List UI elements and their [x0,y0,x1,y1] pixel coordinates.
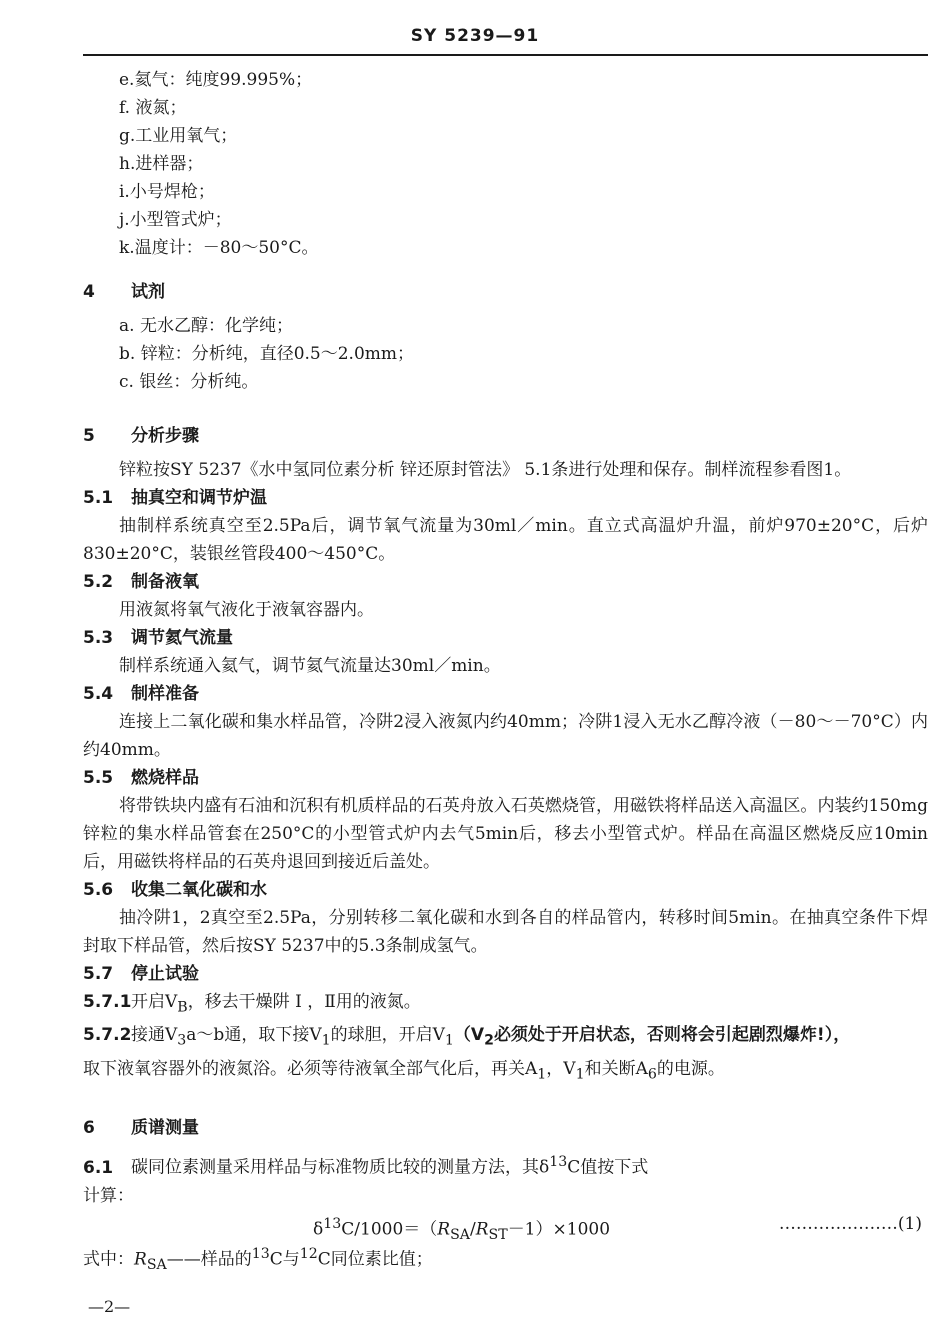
subsection-text: 制样系统通入氦气，调节氦气流量达30ml／min。 [119,656,501,676]
clause-text: 的电源。 [656,1058,725,1079]
subsection-heading-5-1 [83,484,928,512]
section-title: 试剂 [131,282,165,302]
superscript: 13 [323,1215,342,1232]
list-item: b. 锌粒：分析纯，直径0.5～2.0mm； [119,344,415,364]
subsection-title: 制备液氧 [131,572,199,592]
formula-part: δ [313,1219,324,1240]
subsection-number: 5.7 [83,964,114,984]
subscript: 3 [177,1032,187,1049]
warning-text: （V [453,1025,485,1046]
clause-number: 5.7.2 [83,1025,132,1046]
list-item: e.氦气：纯度99.995%； [119,70,313,90]
subscript: 1 [321,1032,331,1049]
subsection-title: 燃烧样品 [131,768,199,788]
subsection-number: 5.6 [83,880,114,900]
equation-number-label: (1) [897,1213,922,1234]
subsection-number: 5.1 [83,488,114,508]
clause-text: 和关断A [584,1058,648,1079]
page-number: —2— [88,1297,131,1316]
subsection-text: 连接上二氧化碳和集水样品管，冷阱2浸入液氮内约40mm；冷阱1浸入无水乙醇冷液（－80～－70°C）内约40mm。 [83,712,928,760]
list-item: k.温度计：－80～50°C。 [119,238,319,258]
list-item: h.进样器； [119,154,204,174]
list-item: j.小型管式炉； [119,210,232,230]
subsection-heading-5-6 [83,876,928,904]
clause-text: 的球胆，开启V [330,1025,445,1046]
clause-text: C同位素比值； [317,1249,433,1270]
subsection-title: 收集二氧化碳和水 [131,880,267,900]
section-title: 质谱测量 [131,1118,199,1139]
subsection-heading-5-2 [83,568,928,596]
section-number: 4 [83,282,95,302]
subscript: SA [450,1226,470,1243]
subsection-title: 调节氦气流量 [131,628,233,648]
clause-text: 开启V [131,992,178,1012]
clause-text: ，移去干燥阱 I ，Ⅱ用的液氮。 [187,992,421,1012]
clause-text: a～b通，取下接V [186,1025,322,1046]
list-item: f. 液氮； [119,98,187,118]
formula-part: C/1000＝（ [341,1219,438,1240]
section-number: 5 [83,426,95,446]
clause-number: 6.1 [83,1157,114,1178]
subscript: B [177,999,188,1016]
subscript: SA [146,1256,167,1273]
equation-1 [83,1210,928,1243]
subsection-text: 抽冷阱1，2真空至2.5Pa，分别转移二氧化碳和水到各自的样品管内，转移时间5min。在抽真空条件下焊封取下样品管，然后按SY 5237中的5.3条制成氢气。 [83,908,928,956]
clause-text: 式中： [83,1249,134,1270]
clause-text: 取下液氧容器外的液氮浴。必须等待液氧全部气化后，再关A [83,1058,538,1079]
clause-5-7-2-continued [83,1055,928,1088]
clause-5-7-2 [83,1021,928,1054]
formula-part: R [437,1219,451,1240]
subsection-title: 制样准备 [131,684,199,704]
equipment-list-continued [83,66,928,262]
subsection-text: 抽制样系统真空至2.5Pa后，调节氧气流量为30ml／min。直立式高温炉升温，前炉970±20°C，后炉830±20°C，装银丝管段400～450°C。 [83,516,928,564]
subsection-title: 停止试验 [131,964,199,984]
clause-6-1-continued: 计算： [83,1185,134,1206]
subscript: 2 [484,1032,494,1049]
section-heading-6 [83,1114,928,1142]
superscript: 12 [299,1245,318,1262]
subsection-number: 5.2 [83,572,114,592]
subscript: 1 [575,1066,585,1083]
formula-part: R [475,1219,489,1240]
standard-number-header: SY 5239—91 [410,26,540,46]
formula-part: －1）×1000 [507,1219,611,1240]
subscript: ST [488,1226,508,1243]
equation-body [313,1210,610,1249]
subsection-text: 用液氮将氧气液化于液氧容器内。 [119,600,374,620]
clause-number: 5.7.1 [83,992,132,1012]
subscript: 6 [647,1066,657,1083]
clause-text: 接通V [131,1025,178,1046]
list-item: a. 无水乙醇：化学纯； [119,316,293,336]
clause-text: C与 [269,1249,300,1270]
list-item: g.工业用氧气； [119,126,238,146]
clause-text: ，V [546,1058,576,1079]
formula-part: / [470,1219,476,1240]
clause-6-1 [83,1148,928,1182]
symbol: R [134,1249,147,1270]
list-item: c. 银丝：分析纯。 [119,372,259,392]
clause-text: ——样品的 [166,1249,252,1270]
section-number: 6 [83,1118,95,1139]
subscript: 1 [444,1032,454,1049]
superscript: 13 [251,1245,270,1262]
header-rule [83,54,928,56]
subsection-title: 抽真空和调节炉温 [131,488,267,508]
subsection-number: 5.3 [83,628,114,648]
leader-dots: ………………… [778,1213,898,1234]
clause-text: C值按下式 [567,1157,649,1178]
warning-text: 必须处于开启状态，否则将会引起剧烈爆炸!）， [493,1025,851,1046]
subsection-number: 5.5 [83,768,114,788]
subsection-heading-5-7 [83,960,928,988]
document-body [83,66,928,1279]
section-heading-5 [83,422,928,450]
subsection-heading-5-4 [83,680,928,708]
subscript: 1 [537,1066,547,1083]
section-intro: 锌粒按SY 5237《水中氢同位素分析 锌还原封管法》 5.1条进行处理和保存。制样流程参看图1。 [119,460,852,480]
subsection-heading-5-3 [83,624,928,652]
section-heading-4 [83,278,928,306]
subsection-heading-5-5 [83,764,928,792]
clause-5-7-1 [83,988,928,1021]
clause-text: 碳同位素测量采用样品与标准物质比较的测量方法，其δ [131,1157,550,1178]
equation-number [779,1210,922,1238]
subsection-text: 将带铁块内盛有石油和沉积有机质样品的石英舟放入石英燃烧管，用磁铁将样品送入高温区。内装约150mg锌粒的集水样品管套在250°C的小型管式炉内去气5min后，移去小型管式炉。样品在高温区燃烧反应10min后，用磁铁将样品的石英舟退回到接近后盖处。 [83,796,928,872]
list-item: i.小号焊枪； [119,182,215,202]
superscript: 13 [549,1154,568,1171]
section-title: 分析步骤 [131,426,199,446]
subsection-number: 5.4 [83,684,114,704]
